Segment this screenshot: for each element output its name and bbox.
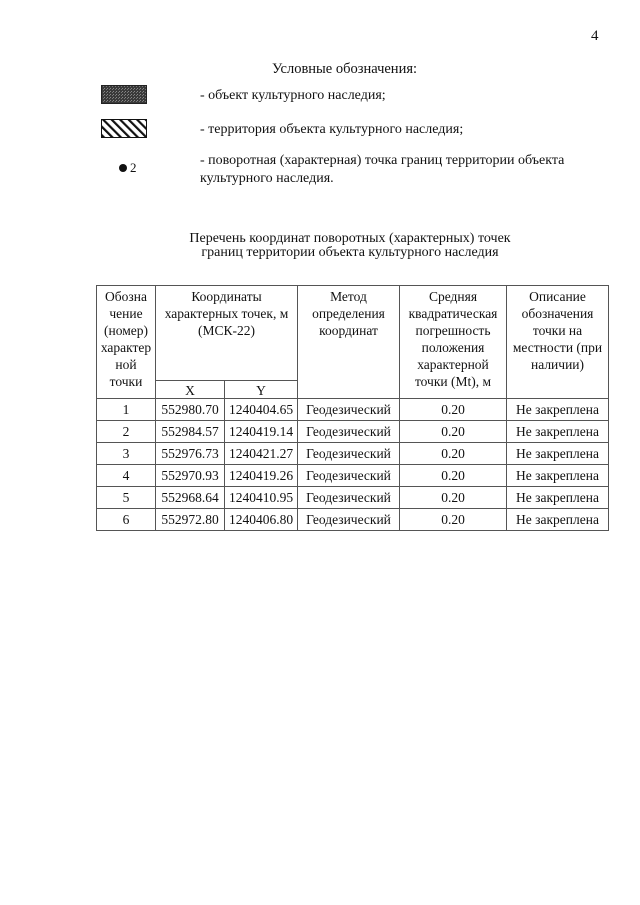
header-method: Метод определения координат xyxy=(298,286,400,399)
cell-y: 1240419.26 xyxy=(225,465,298,487)
table-row xyxy=(97,399,609,421)
header-description: Описание обозначения точки на местности (при наличии) xyxy=(507,286,609,399)
legend-symbol-point xyxy=(119,160,137,176)
header-x: X xyxy=(156,381,225,399)
cell-error: 0.20 xyxy=(400,465,507,487)
cell-method: Геодезический xyxy=(298,487,400,509)
cell-method: Геодезический xyxy=(298,421,400,443)
header-error: Средняя квадратическая погрешность положения характерной точки (Mt), м xyxy=(400,286,507,399)
legend-text-point: - поворотная (характерная) точка границ территории объекта культурного наследия. xyxy=(200,153,565,186)
table-row xyxy=(97,509,609,531)
legend-title: Условные обозначения: xyxy=(272,61,418,77)
cell-y: 1240404.65 xyxy=(225,399,298,421)
cell-method: Геодезический xyxy=(298,509,400,531)
cell-error: 0.20 xyxy=(400,487,507,509)
cell-point-number: 6 xyxy=(97,509,156,531)
cell-x: 552980.70 xyxy=(156,399,225,421)
cell-point-number: 4 xyxy=(97,465,156,487)
cell-x: 552970.93 xyxy=(156,465,225,487)
list-title-line2: границ территории объекта культурного наследия xyxy=(201,245,499,260)
coordinates-table xyxy=(96,285,609,531)
cell-y: 1240419.14 xyxy=(225,421,298,443)
cell-point-number: 2 xyxy=(97,421,156,443)
table-row xyxy=(97,487,609,509)
cell-method: Геодезический xyxy=(298,443,400,465)
cell-x: 552968.64 xyxy=(156,487,225,509)
cell-method: Геодезический xyxy=(298,399,400,421)
legend-symbol-territory xyxy=(101,119,147,138)
table-row xyxy=(97,443,609,465)
header-y: Y xyxy=(225,381,298,399)
cell-method: Геодезический xyxy=(298,465,400,487)
cell-point-number: 1 xyxy=(97,399,156,421)
table-row xyxy=(97,421,609,443)
header-designation: Обозна чение (номер) характер ной точки xyxy=(97,286,156,399)
cell-description: Не закреплена xyxy=(507,509,609,531)
header-coordinates: Координаты характерных точек, м (МСК-22) xyxy=(156,286,298,381)
list-title-line1: Перечень координат поворотных (характерных) точек xyxy=(189,231,511,246)
legend-symbol-object xyxy=(101,85,147,104)
page-number: 4 xyxy=(591,28,599,44)
cell-error: 0.20 xyxy=(400,421,507,443)
cell-x: 552984.57 xyxy=(156,421,225,443)
cell-error: 0.20 xyxy=(400,509,507,531)
cell-x: 552972.80 xyxy=(156,509,225,531)
table-row xyxy=(97,465,609,487)
cell-description: Не закреплена xyxy=(507,421,609,443)
legend-text-object: - объект культурного наследия; xyxy=(200,88,386,103)
point-marker-icon xyxy=(119,164,127,172)
cell-description: Не закреплена xyxy=(507,443,609,465)
cell-error: 0.20 xyxy=(400,443,507,465)
point-marker-label: 2 xyxy=(130,160,137,175)
cell-y: 1240410.95 xyxy=(225,487,298,509)
cell-point-number: 3 xyxy=(97,443,156,465)
cell-error: 0.20 xyxy=(400,399,507,421)
list-title xyxy=(100,232,600,260)
cell-point-number: 5 xyxy=(97,487,156,509)
cell-y: 1240421.27 xyxy=(225,443,298,465)
cell-description: Не закреплена xyxy=(507,487,609,509)
cell-x: 552976.73 xyxy=(156,443,225,465)
legend-text-territory: - территория объекта культурного наследия; xyxy=(200,122,464,137)
cell-y: 1240406.80 xyxy=(225,509,298,531)
cell-description: Не закреплена xyxy=(507,465,609,487)
cell-description: Не закреплена xyxy=(507,399,609,421)
